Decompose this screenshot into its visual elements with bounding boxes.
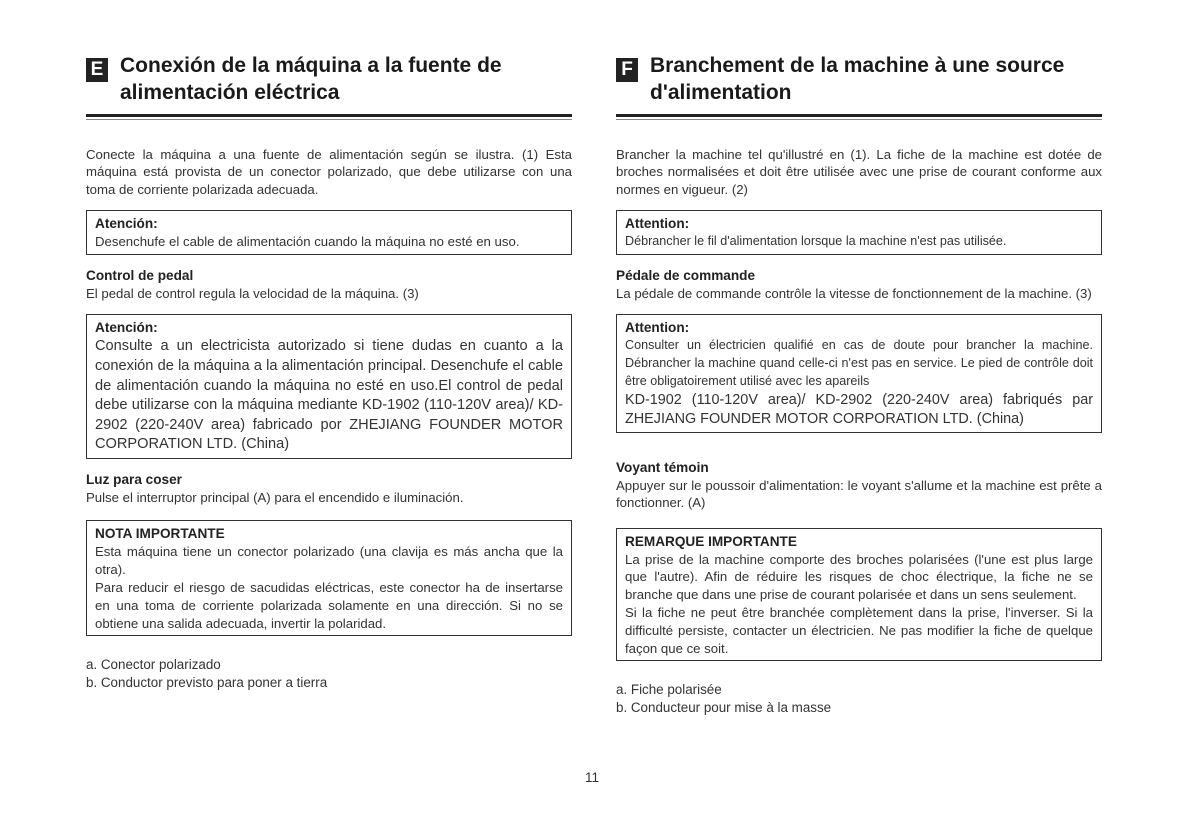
spanish-heading <box>86 52 572 106</box>
spanish-light-title: Luz para coser <box>86 471 182 487</box>
heading-rule-thin <box>86 119 572 120</box>
spanish-attention-box-1 <box>86 210 572 255</box>
attention-text-b: KD-1902 (110-120V area)/ KD-2902 (220-240V area) fabriqués par ZHEJIANG FOUNDER MOTOR CORPORATION LTD. (China) <box>625 391 1093 427</box>
french-intro: Brancher la machine tel qu'illustré en (1). La fiche de la machine est dotée de broches normalisées et doit être utilisée avec une prise de courant conforme aux normes en vigueur. (2) <box>616 147 1102 197</box>
french-title-line1: Branchement de la machine à une source <box>650 54 1065 77</box>
legend-item-a: a. Conector polarizado <box>86 657 221 673</box>
spanish-light-text: Pulse el interruptor principal (A) para el encendido e iluminación. <box>86 489 464 505</box>
heading-rule <box>86 114 572 117</box>
spanish-intro: Conecte la máquina a una fuente de alimentación según se ilustra. (1) Esta máquina está provista de un conector polarizado, que debe utilizarse con una toma de corriente polarizada adecuada. <box>86 147 572 197</box>
spanish-title-line1: Conexión de la máquina a la fuente de <box>120 54 502 77</box>
french-column <box>616 52 1102 717</box>
french-pedal-text: La pédale de commande contrôle la vitesse de fonctionnement de la machine. (3) <box>616 286 1092 302</box>
language-badge-f: F <box>616 58 638 82</box>
french-heading <box>616 52 1102 106</box>
heading-rule-thin <box>616 119 1102 120</box>
note-text-2: Para reducir el riesgo de sacudidas eléctricas, este conector ha de insertarse en una toma de corriente polarizada solamente en una dirección. Si no se obtiene una salida adecuada, invertir la polaridad. <box>95 579 563 631</box>
french-title <box>650 52 1064 106</box>
french-attention-box-1 <box>616 210 1102 255</box>
french-legend <box>616 681 1102 717</box>
page-number: 11 <box>584 770 599 785</box>
attention-text: Consulte a un electricista autorizado si tiene dudas en cuanto a la conexión de la máquina a la alimentación principal. Desenchufe el cable de alimentación cuando la máquina no esté en uso.El control de pedal debe utilizarse con la máquina mediante KD-1902 (110-120V area)/ KD-2902 (220-240V area) fabricado por ZHEJIANG FOUNDER MOTOR CORPORATION LTD. (China) <box>95 338 563 453</box>
spanish-legend <box>86 656 572 692</box>
note-text-2: Si la fiche ne peut être branchée complètement dans la prise, l'inverser. Si la difficulté persiste, contacter un électricien. Ne pas modifier la fiche de quelque façon que ce soit. <box>625 605 1093 656</box>
attention-title: Atención: <box>95 216 158 232</box>
spanish-note-box <box>86 520 572 636</box>
attention-title: Atención: <box>95 320 158 336</box>
french-light-text: Appuyer sur le poussoir d'alimentation: le voyant s'allume et la machine est prête a fonctionner. (A) <box>616 477 1102 511</box>
note-text-1: La prise de la machine comporte des broches polarisées (l'une est plus large que l'autre). Afin de réduire les risques de choc électrique, la fiche ne se branche que dans une prise de courant polarisée et dans un sens seulement. <box>625 551 1093 603</box>
spanish-title-line2: alimentación eléctrica <box>120 81 340 104</box>
attention-text: Desenchufe el cable de alimentación cuando la máquina no esté en uso. <box>95 234 520 250</box>
spanish-pedal-title: Control de pedal <box>86 268 194 284</box>
french-light-title: Voyant témoin <box>616 459 709 475</box>
legend-item-b: b. Conducteur pour mise à la masse <box>616 700 832 716</box>
legend-item-a: a. Fiche polarisée <box>616 682 722 698</box>
attention-text-a: Consulter un électricien qualifié en cas de doute pour brancher la machine. Débrancher la machine quand celle-ci n'est pas en service. Le pied de contrôle doit être obligatoirement utilisé avec les apareils <box>625 338 1093 389</box>
spanish-title <box>120 52 502 106</box>
heading-rule <box>616 114 1102 117</box>
spanish-pedal-text: El pedal de control regula la velocidad de la máquina. (3) <box>86 286 419 302</box>
attention-text: Débrancher le fil d'alimentation lorsque la machine n'est pas utilisée. <box>625 234 1007 249</box>
note-text-1: Esta máquina tiene un conector polarizado (una clavija es más ancha que la otra). <box>95 544 563 578</box>
spanish-column <box>86 52 572 692</box>
french-note-box <box>616 528 1102 662</box>
spanish-attention-box-2 <box>86 314 572 459</box>
note-title: REMARQUE IMPORTANTE <box>625 533 797 549</box>
note-title: NOTA IMPORTANTE <box>95 526 225 542</box>
french-attention-box-2 <box>616 314 1102 432</box>
french-title-line2: d'alimentation <box>650 81 792 104</box>
legend-item-b: b. Conductor previsto para poner a tierra <box>86 675 328 691</box>
french-pedal-title: Pédale de commande <box>616 268 756 284</box>
attention-title: Attention: <box>625 320 690 336</box>
attention-title: Attention: <box>625 216 690 232</box>
language-badge-e: E <box>86 58 108 82</box>
